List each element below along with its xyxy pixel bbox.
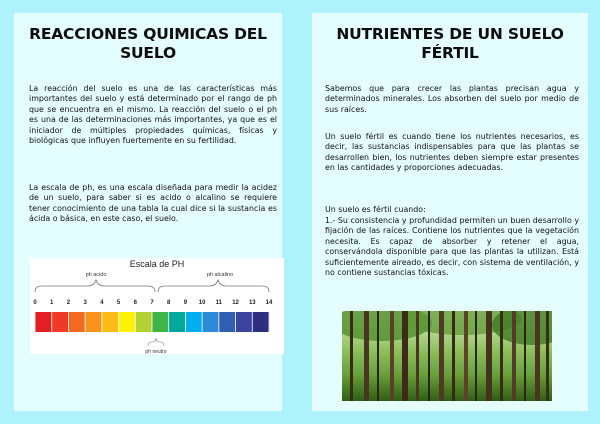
- tree-trunk: [402, 311, 408, 401]
- ph-color-segment: [35, 312, 52, 332]
- ph-tick-label: 10: [198, 300, 206, 306]
- ph-tick-label: 3: [83, 300, 87, 306]
- forest-image: [342, 311, 552, 401]
- ph-tick-label: 4: [100, 300, 104, 306]
- ph-tick-label: 11: [215, 300, 223, 306]
- ph-color-segment: [202, 312, 219, 332]
- ph-tick-label: 9: [183, 300, 188, 306]
- left-title: REACCIONES QUIMICAS DEL SUELO: [29, 25, 267, 62]
- left-paragraph-2: La escala de ph, es una escala diseñada para medir la acidez de un suelo, para saber si es acido o alcalino se requiere tener conocimiento de una tabla la cual dice si la sustancia es ácida o básica, en este caso, el suelo.: [29, 183, 277, 224]
- ph-scale-graphic: [30, 258, 284, 354]
- acid-brace: [35, 280, 155, 292]
- ph-scale-figure: [30, 258, 284, 354]
- tree-trunk: [524, 311, 526, 401]
- ph-color-segment: [169, 312, 186, 332]
- tree-trunk: [512, 311, 516, 401]
- left-paragraph-1: La reacción del suelo es una de las características más importantes del suelo y está determinado por el rango de ph que se encuentra en el mismo. La reacción del suelo o el ph es una de las determinaciones más importantes, ya que es el iniciador de múltiples propiedades químicas, físicas y biológicas que influyen fuertemente en su fertilidad.: [29, 84, 277, 146]
- ph-color-segment: [119, 312, 136, 332]
- tree-trunk: [416, 311, 419, 401]
- ph-color-segment: [236, 312, 253, 332]
- tree-trunk: [464, 311, 468, 401]
- right-paragraph-2: Un suelo fértil es cuando tiene los nutrientes necesarios, es decir, las sustancias indispensables para que las plantas se desarrollen bien, los nutrientes deben siempre estar presentes en las cantidades y proporciones adecuadas.: [325, 132, 579, 173]
- tree-trunk: [486, 311, 492, 401]
- tree-trunk: [439, 311, 444, 401]
- ph-alkaline-label: ph alcalino: [206, 272, 234, 278]
- ph-color-segment: [102, 312, 119, 332]
- right-paragraph-4: 1.- Su consistencia y profundidad permiten un buen desarrollo y fijación de las raíces. Contiene los nutrientes que la vegetación necesita. Es capaz de absorber y retener el agua, conservándola disponible para que las plantas la utilizan. Está suficientemente aireado, es decir, con sistema de ventilación, y no contiene sustancias tóxicas.: [325, 216, 579, 278]
- tree-trunk: [475, 311, 477, 401]
- ph-scale-title: Escala de PH: [129, 259, 185, 269]
- tree-trunk: [377, 311, 379, 401]
- ph-tick-label: 0: [33, 300, 37, 306]
- tree-trunk: [428, 311, 430, 401]
- ph-tick-label: 2: [66, 300, 71, 306]
- tree-trunk: [546, 311, 549, 401]
- tree-trunk: [350, 311, 353, 401]
- ph-tick-label: 8: [167, 300, 171, 306]
- ph-color-segment: [85, 312, 102, 332]
- tree-trunk: [390, 311, 394, 401]
- ph-tick-label: 5: [116, 300, 121, 306]
- ph-tick-label: 6: [133, 300, 137, 306]
- tree-trunk: [535, 311, 540, 401]
- ph-tick-label: 7: [150, 300, 154, 306]
- ph-tick-label: 14: [265, 300, 273, 306]
- ph-tick-label: 1: [50, 300, 54, 306]
- alkaline-brace: [158, 280, 269, 292]
- ph-color-segment: [152, 312, 169, 332]
- tree-trunk: [364, 311, 369, 401]
- left-panel: [14, 13, 282, 411]
- right-paragraph-3: Un suelo es fértil cuando:: [325, 205, 426, 214]
- right-panel: [312, 13, 588, 411]
- ph-acid-label: ph acido: [85, 272, 107, 278]
- ph-color-segment: [252, 312, 269, 332]
- right-title: NUTRIENTES DE UN SUELO FÉRTIL: [336, 25, 564, 62]
- neutral-brace: [148, 338, 164, 346]
- tree-trunk: [452, 311, 455, 401]
- ph-neutral-label: ph neutro: [145, 349, 167, 354]
- ph-color-segment: [135, 312, 152, 332]
- ph-tick-label: 13: [248, 300, 256, 306]
- right-paragraph-1: Sabemos que para crecer las plantas precisan agua y determinados minerales. Los absorben del suelo por medio de sus raíces.: [325, 84, 579, 114]
- ph-tick-label: 12: [232, 300, 239, 306]
- ph-color-segment: [219, 312, 236, 332]
- forest-graphic: [342, 311, 552, 401]
- ph-color-segment: [52, 312, 69, 332]
- ph-color-segment: [68, 312, 85, 332]
- ph-color-segment: [185, 312, 202, 332]
- tree-trunk: [500, 311, 503, 401]
